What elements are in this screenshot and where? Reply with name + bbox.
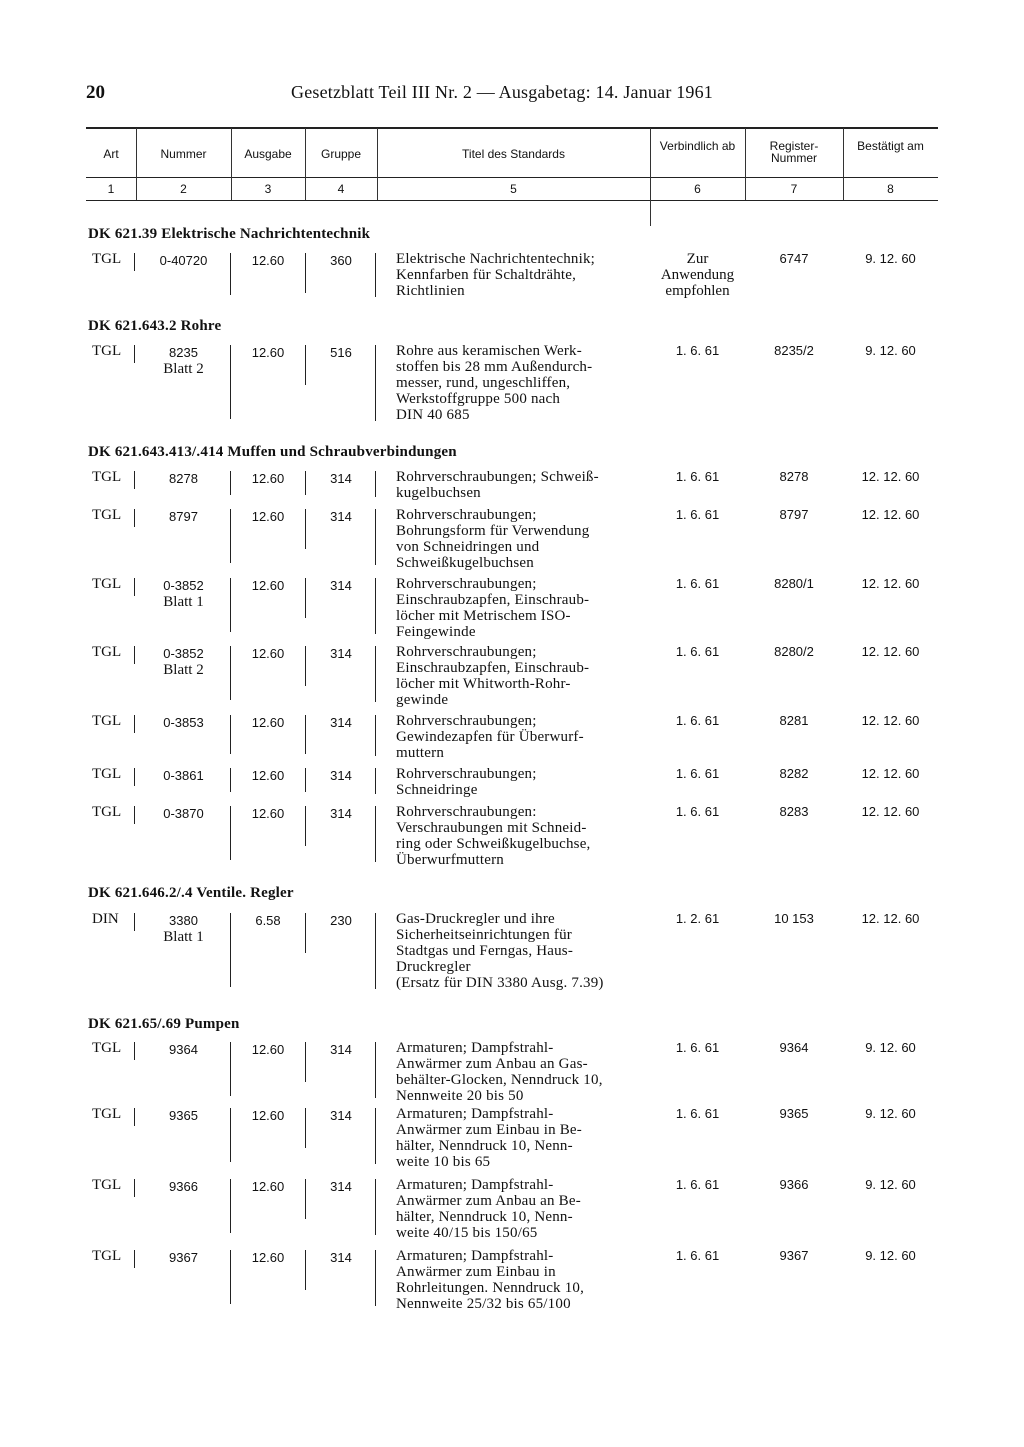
- nummer-line: 0-3852: [163, 578, 204, 593]
- titel-line: Werkstoffgruppe 500 nach: [396, 391, 561, 407]
- art-cell: TGL: [92, 804, 122, 820]
- nummer-line: 9364: [169, 1042, 198, 1057]
- nummer-line: Blatt 2: [163, 662, 204, 678]
- column-separator: [745, 128, 746, 200]
- gruppe-cell: 314: [330, 471, 352, 486]
- row-rule: [375, 768, 376, 794]
- ausgabe-cell: 12.60: [251, 253, 285, 268]
- titel-line: Anwärmer zum Anbau an Be-: [396, 1193, 581, 1209]
- gruppe-cell: 314: [330, 768, 352, 783]
- verbindlich-cell: [650, 804, 745, 820]
- column-separator: [843, 128, 844, 200]
- titel-cell: [396, 1106, 646, 1170]
- verbindlich-cell: [650, 1177, 745, 1193]
- verbindlich-line: 1. 6. 61: [675, 766, 720, 781]
- column-separator: [305, 128, 306, 200]
- verbindlich-cell: [650, 644, 745, 660]
- column-separator: [650, 128, 651, 200]
- row-rule: [230, 806, 231, 860]
- verbindlich-line: 1. 6. 61: [675, 576, 720, 591]
- verbindlich-line: 1. 6. 61: [675, 713, 720, 728]
- ausgabe-cell: 12.60: [251, 1250, 285, 1265]
- nummer-cell: [136, 646, 231, 678]
- row-rule: [305, 1179, 306, 1219]
- art-cell: DIN: [92, 911, 119, 927]
- nummer-line: 0-3870: [163, 806, 204, 821]
- titel-line: Anwärmer zum Anbau an Gas-: [396, 1056, 588, 1072]
- ausgabe-cell: 12.60: [251, 471, 285, 486]
- register-cell: 8281: [779, 713, 809, 728]
- nummer-line: Blatt 1: [163, 594, 204, 610]
- row-rule: [230, 646, 231, 700]
- row-rule: [230, 578, 231, 632]
- register-cell: 8280/2: [774, 644, 814, 659]
- row-rule: [305, 345, 306, 385]
- titel-line: Elektrische Nachrichtentechnik;: [396, 251, 596, 267]
- titel-line: Rohrverschraubungen;: [396, 713, 537, 729]
- row-rule: [375, 578, 376, 634]
- row-rule: [375, 715, 376, 756]
- verbindlich-line: 1. 2. 61: [675, 911, 720, 926]
- titel-line: Rohrverschraubungen;: [396, 576, 537, 592]
- row-rule: [134, 1108, 135, 1126]
- verbindlich-line: 1. 6. 61: [675, 1040, 720, 1055]
- table-top-rule: [86, 127, 938, 129]
- ausgabe-cell: 12.60: [251, 509, 285, 524]
- row-rule: [305, 806, 306, 846]
- column-header: Ausgabe: [244, 147, 292, 161]
- bestaetigt-cell: 9. 12. 60: [865, 251, 916, 266]
- ausgabe-cell: 12.60: [251, 345, 285, 360]
- art-cell: TGL: [92, 576, 122, 592]
- titel-line: Verschraubungen mit Schneid-: [396, 820, 587, 836]
- column-separator: [136, 128, 137, 200]
- titel-line: Anwärmer zum Einbau in: [396, 1264, 556, 1280]
- titel-cell: [396, 1248, 646, 1312]
- row-rule: [134, 578, 135, 596]
- row-rule: [305, 471, 306, 495]
- art-cell: TGL: [92, 713, 122, 729]
- bestaetigt-cell: 12. 12. 60: [861, 911, 920, 926]
- nummer-cell: [136, 1042, 231, 1058]
- titel-cell: [396, 1040, 646, 1104]
- row-rule: [134, 1042, 135, 1060]
- row-rule: [305, 1042, 306, 1082]
- titel-line: Rohrleitungen. Nenndruck 10,: [396, 1280, 585, 1296]
- titel-line: Anwärmer zum Einbau in Be-: [396, 1122, 582, 1138]
- verbindlich-cell: [650, 251, 745, 299]
- row-rule: [134, 253, 135, 271]
- row-rule: [305, 578, 306, 618]
- column-header: Titel des Standards: [462, 147, 565, 161]
- column-header: Bestätigt am: [857, 139, 924, 153]
- ausgabe-cell: 12.60: [251, 768, 285, 783]
- row-rule: [305, 768, 306, 792]
- section-heading: DK 621.65/.69 Pumpen: [88, 1016, 240, 1032]
- verbindlich-cell: [650, 1248, 745, 1264]
- header-rule: [86, 177, 938, 178]
- nummer-line: 8278: [169, 471, 198, 486]
- gruppe-cell: 314: [330, 1042, 352, 1057]
- row-rule: [375, 253, 376, 297]
- register-cell: 8280/1: [774, 576, 814, 591]
- ausgabe-cell: 6.58: [255, 913, 281, 928]
- art-cell: TGL: [92, 644, 122, 660]
- bestaetigt-cell: 12. 12. 60: [861, 766, 920, 781]
- row-rule: [375, 471, 376, 497]
- nummer-cell: [136, 253, 231, 269]
- nummer-line: Blatt 2: [163, 361, 204, 377]
- gruppe-cell: 314: [330, 806, 352, 821]
- row-rule: [230, 913, 231, 987]
- titel-cell: [396, 1177, 646, 1241]
- column-separator: [650, 200, 651, 226]
- column-number: 1: [107, 182, 115, 196]
- register-cell: 8282: [779, 766, 809, 781]
- art-cell: TGL: [92, 1040, 122, 1056]
- nummer-line: 9366: [169, 1179, 198, 1194]
- gruppe-cell: 360: [330, 253, 352, 268]
- verbindlich-cell: [650, 1040, 745, 1056]
- row-rule: [375, 509, 376, 565]
- row-rule: [230, 1250, 231, 1304]
- row-rule: [230, 1179, 231, 1233]
- register-cell: 9364: [779, 1040, 809, 1055]
- section-heading: DK 621.39 Elektrische Nachrichtentechnik: [88, 226, 371, 242]
- row-rule: [375, 345, 376, 421]
- titel-line: Rohrverschraubungen; Schweiß-: [396, 469, 599, 485]
- bestaetigt-cell: 12. 12. 60: [861, 507, 920, 522]
- verbindlich-cell: [650, 343, 745, 359]
- verbindlich-line: 1. 6. 61: [675, 1177, 720, 1192]
- column-number: 4: [337, 182, 345, 196]
- titel-line: löcher mit Whitworth-Rohr-: [396, 676, 571, 692]
- row-rule: [375, 1108, 376, 1164]
- bestaetigt-cell: 12. 12. 60: [861, 469, 920, 484]
- register-cell: 9367: [779, 1248, 809, 1263]
- row-rule: [134, 806, 135, 824]
- row-rule: [134, 1179, 135, 1197]
- register-cell: 6747: [779, 251, 809, 266]
- verbindlich-cell: [650, 911, 745, 927]
- row-rule: [375, 1250, 376, 1306]
- bestaetigt-cell: 12. 12. 60: [861, 644, 920, 659]
- bestaetigt-cell: 12. 12. 60: [861, 713, 920, 728]
- row-rule: [230, 509, 231, 563]
- column-separator: [231, 128, 232, 200]
- titel-cell: [396, 911, 646, 991]
- gruppe-cell: 230: [330, 913, 352, 928]
- titel-line: gewinde: [396, 692, 449, 708]
- column-number: 6: [694, 182, 701, 196]
- titel-line: Gas-Druckregler und ihre: [396, 911, 555, 927]
- gruppe-cell: 314: [330, 1179, 352, 1194]
- nummer-cell: [136, 1108, 231, 1124]
- nummer-cell: [136, 471, 231, 487]
- column-number: 8: [887, 182, 894, 196]
- row-rule: [134, 509, 135, 527]
- row-rule: [230, 253, 231, 295]
- titel-line: behälter-Glocken, Nenndruck 10,: [396, 1072, 603, 1088]
- nummer-line: 3380: [169, 913, 198, 928]
- bestaetigt-cell: 12. 12. 60: [861, 576, 920, 591]
- nummer-cell: [136, 578, 231, 610]
- art-cell: TGL: [92, 343, 122, 359]
- gruppe-cell: 314: [330, 646, 352, 661]
- titel-line: Rohrverschraubungen;: [396, 507, 537, 523]
- register-cell: 8283: [779, 804, 809, 819]
- titel-cell: [396, 713, 646, 761]
- section-heading: DK 621.643.413/.414 Muffen und Schraubverbindungen: [88, 444, 457, 460]
- nummer-cell: [136, 345, 231, 377]
- bestaetigt-cell: 9. 12. 60: [865, 1177, 916, 1192]
- titel-line: Überwurfmuttern: [396, 852, 504, 868]
- gruppe-cell: 516: [330, 345, 352, 360]
- titel-line: von Schneidringen und: [396, 539, 540, 555]
- verbindlich-cell: [650, 469, 745, 485]
- gruppe-cell: 314: [330, 1250, 352, 1265]
- nummer-line: 9365: [169, 1108, 198, 1123]
- row-rule: [230, 345, 231, 419]
- titel-line: Rohrverschraubungen;: [396, 644, 537, 660]
- register-cell: 8797: [779, 507, 809, 522]
- art-cell: TGL: [92, 1106, 122, 1122]
- verbindlich-line: Anwendung: [660, 267, 735, 283]
- register-cell: 8278: [779, 469, 809, 484]
- row-rule: [375, 913, 376, 989]
- nummer-cell: [136, 1179, 231, 1195]
- nummer-line: 0-3853: [163, 715, 204, 730]
- row-rule: [375, 806, 376, 862]
- titel-line: muttern: [396, 745, 445, 761]
- nummer-line: 8797: [169, 509, 198, 524]
- titel-line: DIN 40 685: [396, 407, 470, 423]
- gruppe-cell: 314: [330, 509, 352, 524]
- titel-cell: [396, 343, 646, 423]
- verbindlich-line: 1. 6. 61: [675, 469, 720, 484]
- row-rule: [305, 509, 306, 549]
- titel-line: stoffen bis 28 mm Außendurch-: [396, 359, 593, 375]
- ausgabe-cell: 12.60: [251, 715, 285, 730]
- titel-line: Stadtgas und Ferngas, Haus-: [396, 943, 574, 959]
- verbindlich-line: Zur: [686, 251, 709, 267]
- verbindlich-cell: [650, 1106, 745, 1122]
- titel-line: weite 10 bis 65: [396, 1154, 491, 1170]
- titel-cell: [396, 804, 646, 868]
- titel-line: Armaturen; Dampfstrahl-: [396, 1040, 554, 1056]
- titel-line: Gewindezapfen für Überwurf-: [396, 729, 584, 745]
- register-cell: 9365: [779, 1106, 809, 1121]
- ausgabe-cell: 12.60: [251, 1042, 285, 1057]
- titel-line: Nennweite 20 bis 50: [396, 1088, 524, 1104]
- row-rule: [230, 471, 231, 495]
- column-header: Art: [103, 147, 119, 161]
- nummer-line: 0-3861: [163, 768, 204, 783]
- titel-line: Schneidringe: [396, 782, 478, 798]
- page-number: 20: [86, 82, 105, 103]
- row-rule: [305, 1250, 306, 1290]
- row-rule: [134, 913, 135, 931]
- titel-cell: [396, 576, 646, 640]
- row-rule: [230, 1108, 231, 1162]
- verbindlich-line: empfohlen: [665, 283, 730, 299]
- verbindlich-line: 1. 6. 61: [675, 644, 720, 659]
- nummer-cell: [136, 509, 231, 525]
- column-number: 7: [790, 182, 798, 196]
- column-header: Register-Nummer: [769, 139, 819, 165]
- row-rule: [375, 646, 376, 702]
- row-rule: [305, 1108, 306, 1148]
- art-cell: TGL: [92, 507, 122, 523]
- row-rule: [134, 471, 135, 489]
- nummer-cell: [136, 1250, 231, 1266]
- art-cell: TGL: [92, 1248, 122, 1264]
- row-rule: [134, 768, 135, 786]
- column-separator: [377, 128, 378, 200]
- titel-line: Sicherheitseinrichtungen für: [396, 927, 572, 943]
- bestaetigt-cell: 9. 12. 60: [865, 1106, 916, 1121]
- verbindlich-cell: [650, 576, 745, 592]
- row-rule: [375, 1179, 376, 1235]
- titel-line: Kennfarben für Schaltdrähte,: [396, 267, 577, 283]
- row-rule: [134, 715, 135, 733]
- nummer-line: Blatt 1: [163, 929, 204, 945]
- titel-line: Armaturen; Dampfstrahl-: [396, 1177, 554, 1193]
- art-cell: TGL: [92, 766, 122, 782]
- verbindlich-cell: [650, 766, 745, 782]
- register-cell: 10 153: [774, 911, 814, 926]
- ausgabe-cell: 12.60: [251, 1108, 285, 1123]
- nummer-cell: [136, 913, 231, 945]
- titel-line: Schweißkugelbuchsen: [396, 555, 534, 571]
- ausgabe-cell: 12.60: [251, 646, 285, 661]
- nummer-cell: [136, 715, 231, 731]
- row-rule: [375, 1042, 376, 1098]
- gruppe-cell: 314: [330, 578, 352, 593]
- row-rule: [305, 715, 306, 754]
- row-rule: [230, 1042, 231, 1096]
- bestaetigt-cell: 9. 12. 60: [865, 1248, 916, 1263]
- titel-cell: [396, 507, 646, 571]
- column-header: Gruppe: [320, 147, 362, 161]
- column-header: Nummer: [160, 147, 207, 161]
- row-rule: [134, 345, 135, 363]
- publication-title: Gesetzblatt Teil III Nr. 2 — Ausgabetag: 14. Januar 1961: [291, 82, 714, 102]
- gruppe-cell: 314: [330, 1108, 352, 1123]
- row-rule: [134, 646, 135, 664]
- verbindlich-line: 1. 6. 61: [675, 804, 720, 819]
- titel-cell: [396, 766, 646, 798]
- row-rule: [305, 913, 306, 953]
- section-heading: DK 621.643.2 Rohre: [88, 318, 222, 334]
- titel-cell: [396, 644, 646, 708]
- titel-cell: [396, 469, 646, 501]
- nummer-line: 8235: [169, 345, 198, 360]
- titel-line: Einschraubzapfen, Einschraub-: [396, 660, 590, 676]
- verbindlich-line: 1. 6. 61: [675, 507, 720, 522]
- section-heading: DK 621.646.2/.4 Ventile. Regler: [88, 885, 294, 901]
- titel-line: löcher mit Metrischem ISO-: [396, 608, 571, 624]
- ausgabe-cell: 12.60: [251, 578, 285, 593]
- art-cell: TGL: [92, 251, 122, 267]
- verbindlich-line: 1. 6. 61: [675, 1248, 720, 1263]
- titel-line: messer, rund, ungeschliffen,: [396, 375, 571, 391]
- bestaetigt-cell: 12. 12. 60: [861, 804, 920, 819]
- verbindlich-line: 1. 6. 61: [675, 343, 720, 358]
- titel-line: hälter, Nenndruck 10, Nenn-: [396, 1209, 573, 1225]
- column-number: 5: [510, 182, 517, 196]
- titel-line: ring oder Schweißkugelbuchse,: [396, 836, 591, 852]
- nummer-line: 0-3852: [163, 646, 204, 661]
- register-cell: 8235/2: [774, 343, 814, 358]
- titel-cell: [396, 251, 646, 299]
- page-header: [86, 82, 936, 108]
- titel-line: Rohrverschraubungen;: [396, 766, 537, 782]
- titel-line: Einschraubzapfen, Einschraub-: [396, 592, 590, 608]
- column-number: 3: [264, 182, 272, 196]
- art-cell: TGL: [92, 469, 122, 485]
- nummer-line: 9367: [169, 1250, 198, 1265]
- bestaetigt-cell: 9. 12. 60: [865, 1040, 916, 1055]
- titel-line: hälter, Nenndruck 10, Nenn-: [396, 1138, 573, 1154]
- titel-line: kugelbuchsen: [396, 485, 481, 501]
- column-number: 2: [180, 182, 187, 196]
- nummer-cell: [136, 768, 231, 784]
- ausgabe-cell: 12.60: [251, 806, 285, 821]
- nummer-cell: [136, 806, 231, 822]
- row-rule: [305, 646, 306, 686]
- titel-line: Rohrverschraubungen:: [396, 804, 537, 820]
- titel-line: Armaturen; Dampfstrahl-: [396, 1106, 554, 1122]
- register-cell: 9366: [779, 1177, 809, 1192]
- art-cell: TGL: [92, 1177, 122, 1193]
- bestaetigt-cell: 9. 12. 60: [865, 343, 916, 358]
- verbindlich-line: 1. 6. 61: [675, 1106, 720, 1121]
- titel-line: Richtlinien: [396, 283, 465, 299]
- titel-line: Bohrungsform für Verwendung: [396, 523, 590, 539]
- row-rule: [134, 1250, 135, 1268]
- titel-line: weite 40/15 bis 150/65: [396, 1225, 538, 1241]
- titel-line: Nennweite 25/32 bis 65/100: [396, 1296, 571, 1312]
- nummer-line: 0-40720: [159, 253, 208, 268]
- ausgabe-cell: 12.60: [251, 1179, 285, 1194]
- titel-line: Rohre aus keramischen Werk-: [396, 343, 582, 359]
- verbindlich-cell: [650, 713, 745, 729]
- titel-line: Armaturen; Dampfstrahl-: [396, 1248, 554, 1264]
- row-rule: [230, 715, 231, 754]
- titel-line: Druckregler: [396, 959, 471, 975]
- titel-line: (Ersatz für DIN 3380 Ausg. 7.39): [396, 975, 604, 991]
- row-rule: [230, 768, 231, 792]
- row-rule: [305, 253, 306, 293]
- verbindlich-cell: [650, 507, 745, 523]
- column-header: Verbindlich ab: [659, 139, 736, 153]
- gruppe-cell: 314: [330, 715, 352, 730]
- numbering-rule: [86, 200, 938, 201]
- titel-line: Feingewinde: [396, 624, 476, 640]
